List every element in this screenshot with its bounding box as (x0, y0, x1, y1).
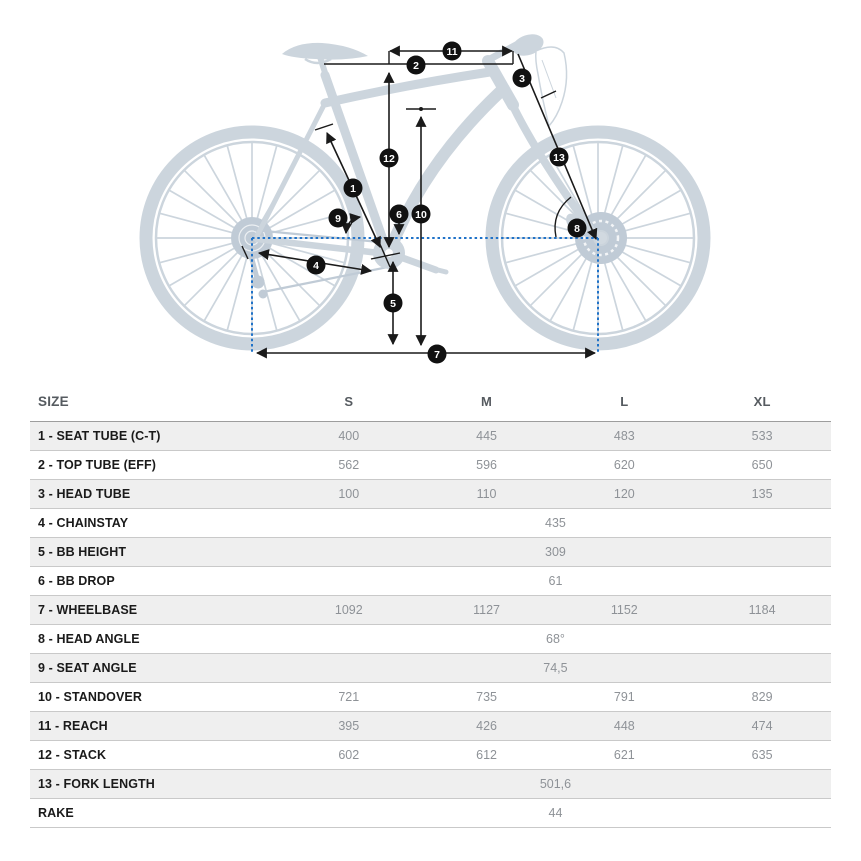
marker-10 (412, 205, 431, 224)
row-value-shared: 74,5 (543, 661, 568, 675)
column-header-l: L (555, 388, 693, 422)
svg-text:10: 10 (415, 208, 427, 221)
row-label: 1 - SEAT TUBE (C-T) (38, 429, 161, 443)
column-header-size: SIZE (30, 388, 280, 422)
row-label: 7 - WHEELBASE (38, 603, 138, 617)
row-value: 100 (338, 487, 360, 501)
bike-silhouette (146, 31, 704, 344)
marker-4 (307, 256, 326, 275)
row-value: 1184 (748, 603, 776, 617)
row-label: 4 - CHAINSTAY (38, 516, 129, 530)
column-header-m: M (418, 388, 556, 422)
table-row (30, 712, 831, 741)
bike-geometry-diagram (0, 0, 861, 375)
marker-5 (384, 294, 403, 313)
svg-text:3: 3 (519, 72, 525, 85)
row-label: 2 - TOP TUBE (EFF) (38, 458, 157, 472)
table-row (30, 625, 831, 654)
table-row (30, 538, 831, 567)
row-value: 562 (338, 458, 360, 472)
svg-text:12: 12 (383, 152, 395, 165)
row-value: 445 (476, 429, 497, 443)
row-label: 10 - STANDOVER (38, 690, 142, 704)
row-value: 635 (751, 748, 773, 762)
marker-13 (550, 148, 569, 167)
marker-7 (428, 345, 447, 364)
row-value: 400 (338, 429, 360, 443)
marker-8 (568, 219, 587, 238)
row-label: 8 - HEAD ANGLE (38, 632, 140, 646)
geometry-table (30, 388, 831, 828)
row-value: 620 (613, 458, 635, 472)
svg-text:11: 11 (446, 45, 458, 58)
row-value: 596 (476, 458, 497, 472)
table-row (30, 422, 831, 451)
column-header-xl: XL (693, 388, 831, 422)
table-row (30, 741, 831, 770)
row-value: 474 (751, 719, 773, 733)
marker-6 (390, 205, 409, 224)
row-value: 110 (476, 487, 497, 501)
table-row (30, 799, 831, 828)
table-row (30, 770, 831, 799)
row-value: 650 (751, 458, 773, 472)
svg-text:8: 8 (574, 222, 580, 235)
row-value-shared: 435 (545, 516, 566, 530)
row-value: 395 (338, 719, 360, 733)
fork-outline-icon (536, 47, 567, 126)
row-label: 3 - HEAD TUBE (38, 487, 131, 501)
row-value: 426 (476, 719, 497, 733)
row-value: 602 (338, 748, 360, 762)
svg-text:5: 5 (390, 297, 396, 310)
row-value-shared: 501,6 (539, 777, 572, 791)
row-label: 5 - BB HEIGHT (38, 545, 127, 559)
column-header-s: S (280, 388, 418, 422)
row-label: RAKE (38, 806, 74, 820)
marker-2 (407, 56, 426, 75)
row-value: 829 (751, 690, 773, 704)
row-value: 120 (613, 487, 635, 501)
row-value: 621 (613, 748, 635, 762)
row-value: 483 (613, 429, 635, 443)
row-value: 1127 (473, 603, 500, 617)
row-value: 721 (338, 690, 360, 704)
table-header-row (30, 388, 831, 422)
table-row (30, 451, 831, 480)
row-value: 1092 (334, 603, 363, 617)
row-label: 13 - FORK LENGTH (38, 777, 155, 791)
row-value: 791 (613, 690, 635, 704)
row-label: 9 - SEAT ANGLE (38, 661, 137, 675)
geometry-table-container (30, 388, 831, 828)
row-value-shared: 309 (545, 545, 566, 559)
svg-text:13: 13 (553, 151, 565, 164)
table-row (30, 683, 831, 712)
table-row (30, 596, 831, 625)
saddle-icon (282, 43, 368, 60)
table-row (30, 567, 831, 596)
row-value: 135 (751, 487, 773, 501)
svg-text:9: 9 (335, 212, 341, 225)
svg-text:2: 2 (413, 59, 419, 72)
row-value: 533 (751, 429, 773, 443)
svg-text:1: 1 (350, 182, 356, 195)
table-row (30, 654, 831, 683)
row-label: 11 - REACH (38, 719, 108, 733)
marker-3 (513, 69, 532, 88)
table-row (30, 509, 831, 538)
row-value: 1152 (610, 603, 638, 617)
svg-text:6: 6 (396, 208, 402, 221)
marker-9 (329, 209, 348, 228)
row-value: 735 (476, 690, 497, 704)
row-label: 12 - STACK (38, 748, 107, 762)
marker-12 (380, 149, 399, 168)
row-value: 612 (476, 748, 497, 762)
row-value-shared: 61 (548, 574, 563, 588)
row-value: 448 (613, 719, 635, 733)
table-row (30, 480, 831, 509)
svg-text:4: 4 (313, 259, 319, 272)
svg-text:7: 7 (434, 348, 440, 361)
marker-11 (443, 42, 462, 61)
row-value-shared: 68° (546, 632, 565, 646)
row-label: 6 - BB DROP (38, 574, 115, 588)
row-value-shared: 44 (548, 806, 563, 820)
marker-1 (344, 179, 363, 198)
